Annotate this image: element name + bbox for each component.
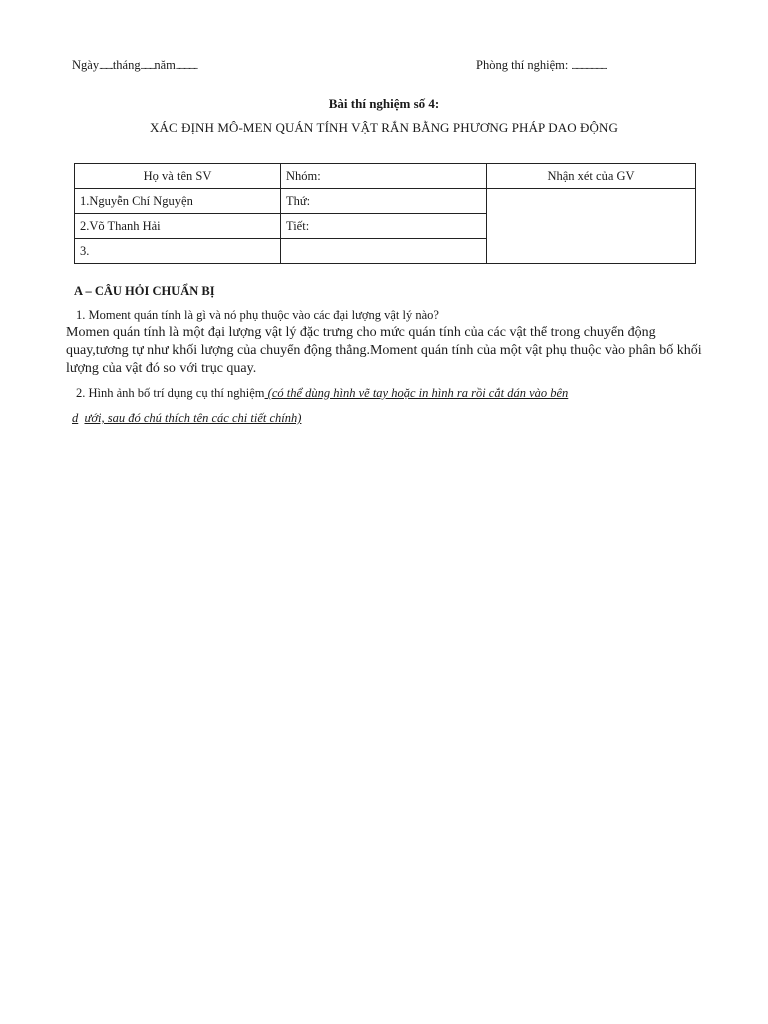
experiment-subtitle: XÁC ĐỊNH MÔ-MEN QUÁN TÍNH VẬT RẮN BẰNG PHƯƠNG PHÁP DAO ĐỘNG bbox=[150, 120, 618, 135]
empty-cell bbox=[281, 239, 487, 264]
day-label: Ngày bbox=[72, 58, 100, 72]
student-3-name: 3. bbox=[75, 239, 281, 264]
question-2-cont-b: ưới, sau đó chú thích tên các chi tiết chính) bbox=[84, 411, 302, 425]
student-2-name: 2.Võ Thanh Hải bbox=[75, 214, 281, 239]
question-2-lead: 2. Hình ảnh bố trí dụng cụ thí nghiệm bbox=[76, 386, 265, 400]
question-2-continuation bbox=[72, 411, 301, 426]
header-student-name: Họ và tên SV bbox=[75, 164, 281, 189]
day-dots: ........... bbox=[99, 61, 113, 71]
experiment-title: Bài thí nghiệm số 4: bbox=[328, 96, 440, 111]
lab-dots: ............................ bbox=[571, 61, 607, 71]
header-group: Nhóm: bbox=[281, 164, 487, 189]
table-row bbox=[75, 189, 696, 214]
header-teacher-comment: Nhận xét của GV bbox=[487, 164, 696, 189]
year-label: năm bbox=[154, 58, 176, 72]
teacher-comment-cell bbox=[487, 189, 696, 264]
date-line bbox=[72, 58, 197, 73]
question-1: 1. Moment quán tính là gì và nó phụ thuộc vào các đại lượng vật lý nào? bbox=[76, 308, 439, 322]
year-dots: ................. bbox=[175, 61, 198, 71]
group-day: Thứ: bbox=[281, 189, 487, 214]
question-2-cont-a: d bbox=[72, 411, 79, 425]
month-label: tháng bbox=[112, 58, 141, 72]
group-period: Tiết: bbox=[281, 214, 487, 239]
section-a-heading: A – CÂU HỎI CHUẨN BỊ bbox=[74, 284, 215, 298]
answer-1: Momen quán tính là một đại lượng vật lý đặc trưng cho mức quán tính của các vật thể trong chuyển động quay,tương tự như khối lượng của chuyển động thẳng.Moment quán tính của một vật phụ thuộc vào phân bố khối lượng của vật đó so với trục quay. bbox=[66, 325, 702, 376]
table-header-row bbox=[75, 164, 696, 189]
student-info-table bbox=[74, 163, 696, 264]
lab-label: Phòng thí nghiệm: bbox=[476, 58, 569, 72]
question-2-instruction: (có thể dùng hình vẽ tay hoặc in hình ra rồi cắt dán vào bên bbox=[264, 386, 569, 400]
month-dots: ........... bbox=[140, 61, 155, 71]
student-1-name: 1.Nguyễn Chí Nguyện bbox=[75, 189, 281, 214]
lab-line bbox=[476, 58, 607, 73]
question-2 bbox=[76, 386, 568, 401]
